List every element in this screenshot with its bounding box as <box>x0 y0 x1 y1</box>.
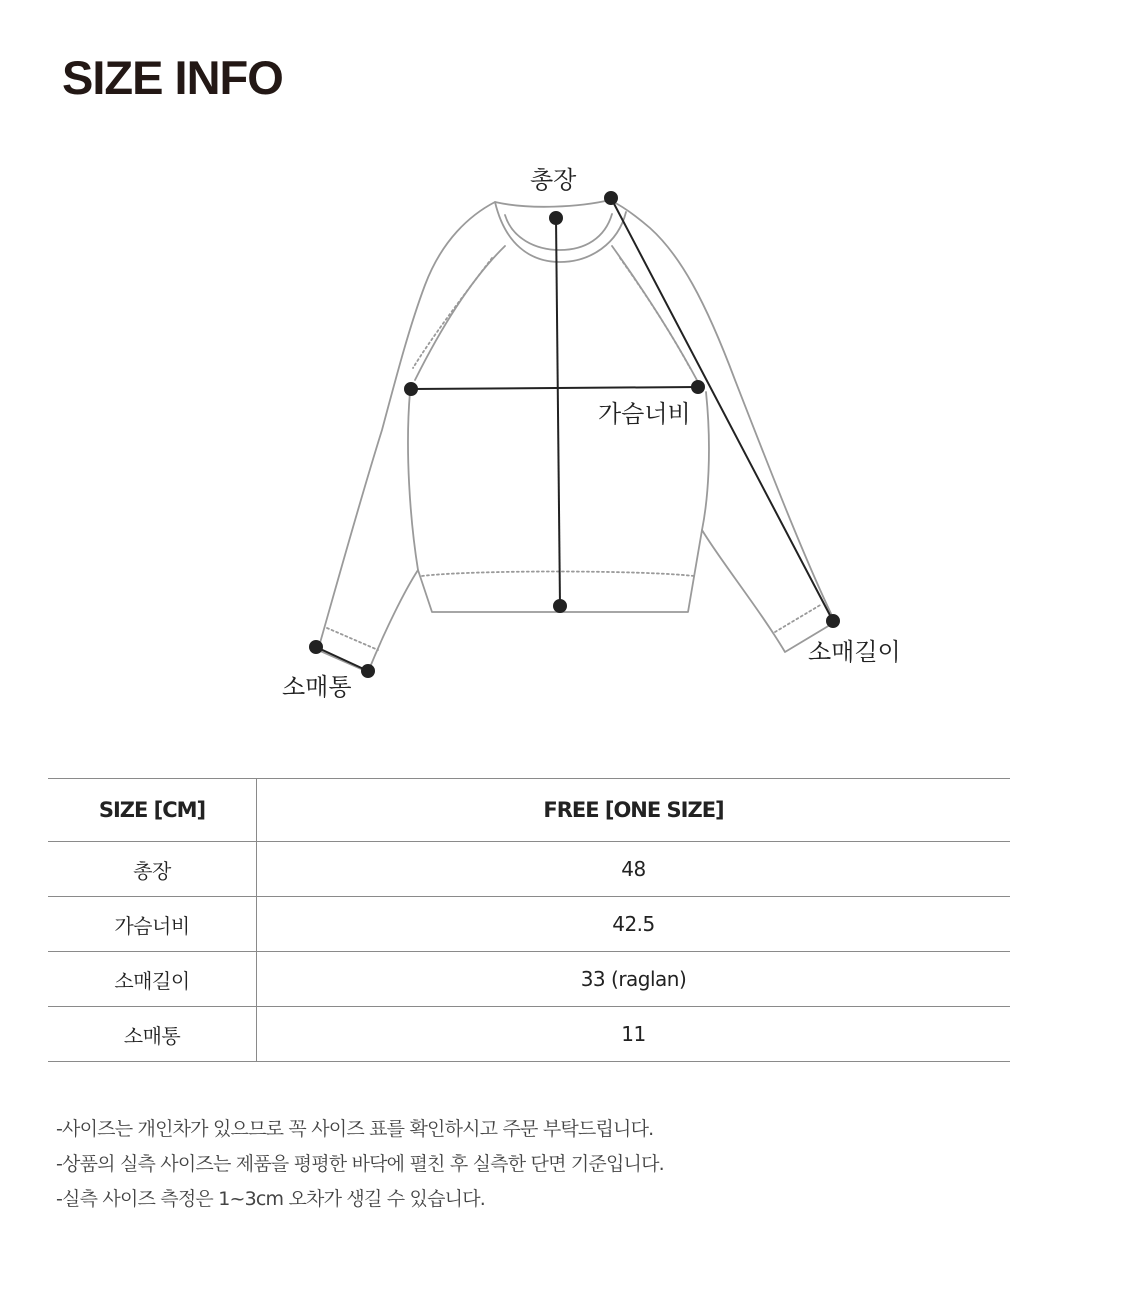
measure-point <box>310 641 322 653</box>
chest-width-line <box>411 387 698 389</box>
table-row <box>48 952 1010 1007</box>
table-row <box>48 1007 1010 1062</box>
row-label: 총장 <box>48 842 257 897</box>
row-value: 11 <box>257 1007 1011 1062</box>
note-line: -사이즈는 개인차가 있으므로 꼭 사이즈 표를 확인하시고 주문 부탁드립니다. <box>56 1118 654 1140</box>
table-row <box>48 897 1010 952</box>
measure-point <box>405 383 417 395</box>
row-label: 소매통 <box>48 1007 257 1062</box>
measure-point <box>827 615 839 627</box>
note-line: -실측 사이즈 측정은 1~3cm 오차가 생길 수 있습니다. <box>56 1188 485 1210</box>
row-label: 가슴너비 <box>48 897 257 952</box>
page-title: SIZE INFO <box>62 51 283 104</box>
table-row <box>48 842 1010 897</box>
note-line: -상품의 실측 사이즈는 제품을 평평한 바닥에 펼친 후 실측한 단면 기준입니다. <box>56 1153 664 1175</box>
sweater-outline <box>318 200 835 672</box>
measurement-lines <box>310 192 839 677</box>
measure-point <box>362 665 374 677</box>
row-value: 48 <box>257 842 1011 897</box>
header-free-size: FREE [ONE SIZE] <box>257 779 1011 842</box>
size-notes <box>56 1112 1056 1217</box>
measure-point <box>605 192 617 204</box>
label-sleeve-length: 소매길이 <box>808 638 901 666</box>
measure-point <box>692 381 704 393</box>
measure-point <box>554 600 566 612</box>
sleeve-width-line <box>316 647 368 671</box>
label-chest-width: 가슴너비 <box>598 400 691 428</box>
total-length-line <box>556 218 560 606</box>
table-header-row <box>48 779 1010 842</box>
size-table <box>48 778 1010 1062</box>
header-size-cm: SIZE [CM] <box>48 779 257 842</box>
row-label: 소매길이 <box>48 952 257 1007</box>
row-value: 42.5 <box>257 897 1011 952</box>
measure-point <box>550 212 562 224</box>
label-sleeve-width: 소매통 <box>282 673 352 701</box>
row-value: 33 (raglan) <box>257 952 1011 1007</box>
label-total-length: 총장 <box>530 166 577 194</box>
